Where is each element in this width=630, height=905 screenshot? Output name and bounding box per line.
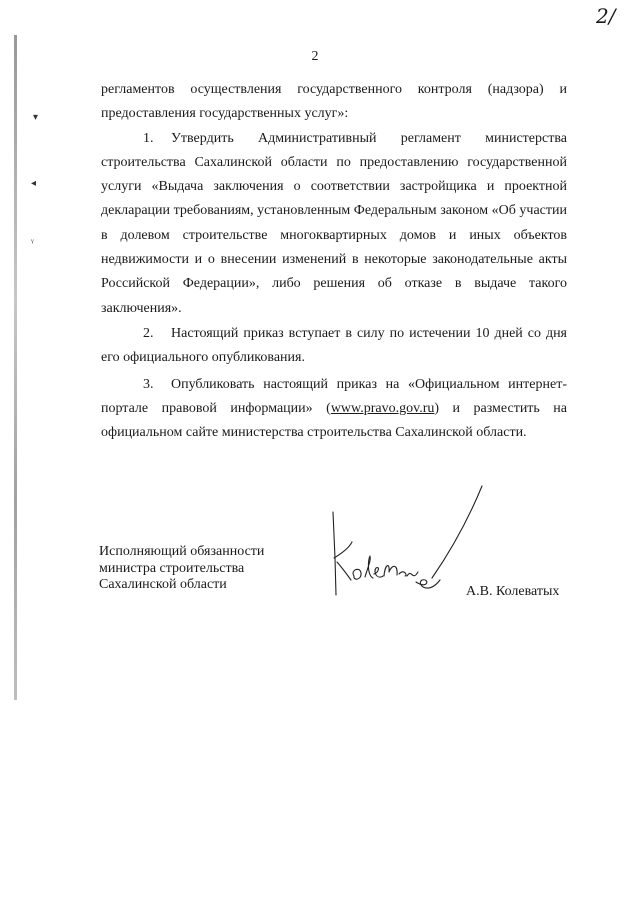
- item-number: 2.: [143, 325, 154, 341]
- document-body: [101, 78, 567, 445]
- scan-border: [14, 35, 17, 700]
- position-line: Исполняющий обязанности: [99, 544, 265, 559]
- item-text: Опубликовать настоящий приказ на «Официальном интернет-портале правовой информации» (: [101, 376, 567, 416]
- position-line: министра строительства: [99, 560, 245, 576]
- signatory-name: А.В. Колеватых: [466, 584, 560, 599]
- list-item: [101, 373, 567, 446]
- list-item: [101, 127, 567, 321]
- website-link[interactable]: www.pravo.gov.ru: [330, 400, 435, 416]
- intro-paragraph: регламентов осуществления государственного контроля (надзора) и предоставления государственных услуг»:: [101, 82, 567, 122]
- scan-mark: ◂: [31, 178, 37, 189]
- position-line: Сахалинской области: [99, 577, 227, 592]
- scan-mark: ᵞ: [31, 237, 34, 248]
- signatory-position: [99, 544, 264, 594]
- list-item: [101, 322, 567, 371]
- item-text: ) и разместить на официальном сайте министерства строительства Сахалинской области.: [101, 400, 568, 441]
- item-text: Настоящий приказ вступает в силу по истечении 10 дней со дня его официального опубликования.: [101, 325, 567, 366]
- scan-mark: ▾: [33, 112, 39, 123]
- corner-handwritten-number: 2/: [596, 4, 616, 28]
- item-number: 3.: [143, 376, 154, 392]
- item-number: 1.: [143, 130, 154, 146]
- page-number: 2: [311, 49, 319, 64]
- item-text: Утвердить Административный регламент министерства строительства Сахалинской области по предоставлению государственной услуги «Выдача заключения о соответствии застройщика и проектной декларации требованиям, установленным Федеральным законом «Об участии в долевом строительстве многоквартирных домов и иных объектов недвижимости и о внесении изменений в некоторые законодательные акты Российской Федерации», либо решения об отказе в выдаче такого заключения».: [101, 130, 567, 316]
- handwritten-signature: [318, 480, 488, 600]
